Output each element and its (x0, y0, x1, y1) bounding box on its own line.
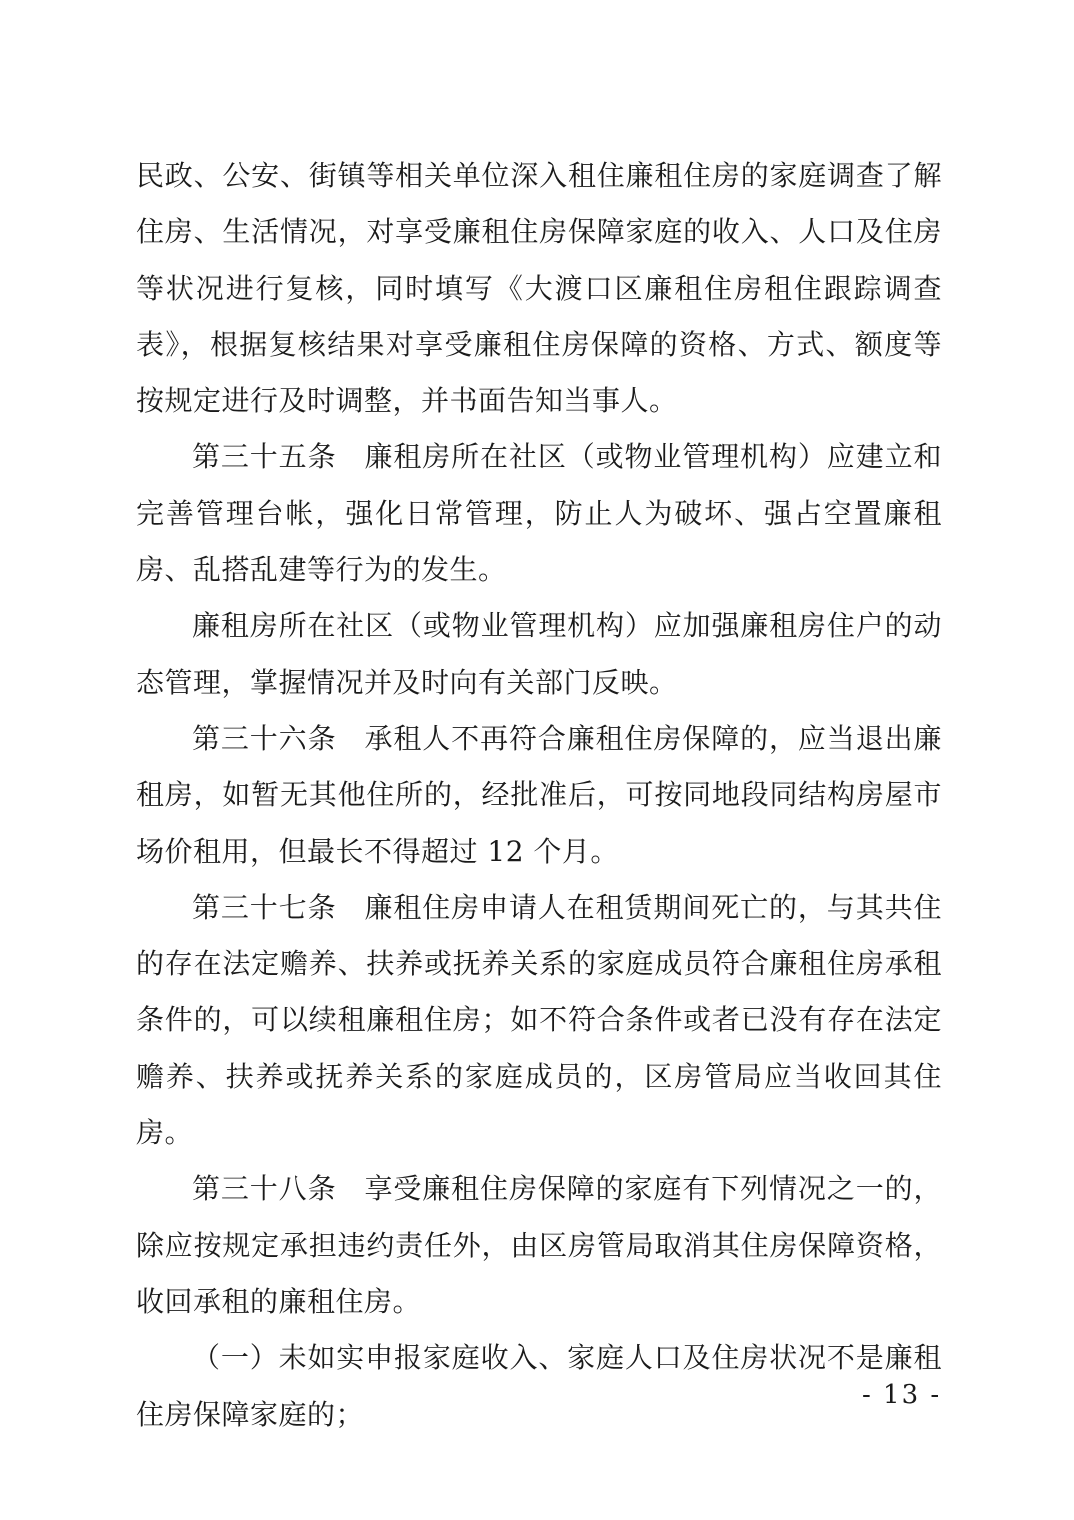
paragraph-text: 民政、公安、街镇等相关单位深入租住廉租住房的家庭调查了解住房、生活情况，对享受廉租住房保障家庭的收入、人口及住房等状况进行复核，同时填写《大渡口区廉租住房租住跟踪调查表》，根据复核结果对享受廉租住房保障的资格、方式、额度等按规定进行及时调整，并书面告知当事人。 (136, 159, 942, 418)
page-number: - 13 - (862, 1380, 942, 1410)
paragraph-text: 廉租住房申请人在租赁期间死亡的，与其共住的存在法定赡养、扶养或抚养关系的家庭成员符合廉租住房承租条件的，可以续租廉租住房；如不符合条件或者已没有存在法定赡养、扶养或抚养关系的家庭成员的，区房管局应当收回其住房。 (136, 890, 942, 1150)
paragraph-article-35-second (136, 598, 942, 711)
paragraph-article-37 (136, 880, 942, 1161)
paragraph-text: （一）未如实申报家庭收入、家庭人口及住房状况不是廉租住房保障家庭的； (136, 1341, 942, 1431)
paragraph-text: 享受廉租住房保障的家庭有下列情况之一的，除应按规定承担违约责任外，由区房管局取消其住房保障资格，收回承租的廉租住房。 (136, 1172, 942, 1318)
document-page (136, 148, 942, 1443)
paragraph-continuation (136, 148, 942, 429)
article-number: 第三十五条 (192, 440, 337, 474)
paragraph-text: 廉租房所在社区（或物业管理机构）应建立和完善管理台帐，强化日常管理，防止人为破坏、强占空置廉租房、乱搭乱建等行为的发生。 (136, 440, 942, 587)
paragraph-text: 承租人不再符合廉租住房保障的，应当退出廉租房，如暂无其他住所的，经批准后，可按同地段同结构房屋市场价租用，但最长不得超过 12 个月。 (136, 721, 942, 868)
paragraph-text: 廉租房所在社区（或物业管理机构）应加强廉租房住户的动态管理，掌握情况并及时向有关部门反映。 (136, 609, 942, 699)
paragraph-article-35 (136, 429, 942, 598)
article-number: 第三十七条 (192, 890, 337, 924)
article-number: 第三十八条 (192, 1172, 337, 1206)
paragraph-article-38-item-1 (136, 1330, 942, 1443)
paragraph-article-36 (136, 711, 942, 880)
article-number: 第三十六条 (192, 721, 337, 755)
paragraph-article-38 (136, 1161, 942, 1330)
